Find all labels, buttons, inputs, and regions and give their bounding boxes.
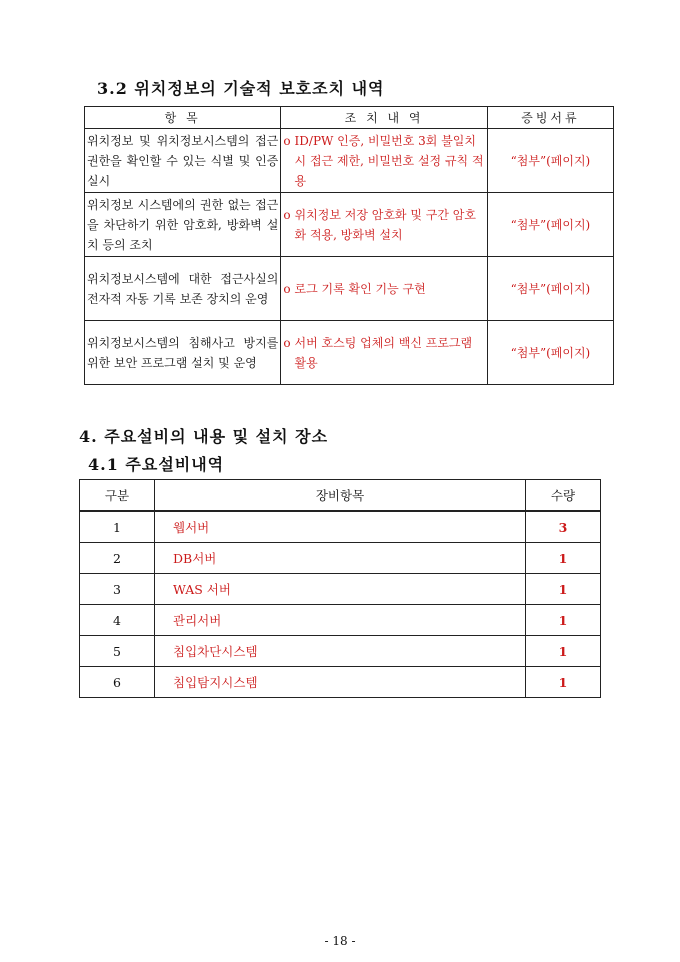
table-row [85, 129, 614, 193]
table-row [85, 321, 614, 385]
table-header-row [85, 107, 614, 129]
page-number: - 18 - [324, 934, 356, 948]
row-action-text: 서버 호스팅 업체의 백신 프로그램 활용 [294, 335, 473, 370]
row-no: 5 [80, 636, 155, 667]
table-row [80, 605, 601, 636]
header-quantity: 수량 [526, 480, 601, 512]
header-equipment: 장비항목 [155, 480, 526, 512]
row-action [281, 129, 488, 193]
row-quantity: 1 [526, 605, 601, 636]
section-3-2-title: 3.2 위치정보의 기술적 보호조치 내역 [97, 79, 385, 98]
row-no: 6 [80, 667, 155, 698]
table-header-row [80, 480, 601, 512]
row-action-text: ID/PW 인증, 비밀번호 3회 불일치시 접근 제한, 비밀번호 설정 규칙 적용 [294, 133, 484, 188]
row-action-text: 로그 기록 확인 기능 구현 [294, 281, 426, 296]
row-quantity: 1 [526, 543, 601, 574]
row-no: 3 [80, 574, 155, 605]
row-no: 2 [80, 543, 155, 574]
bullet-marker: o [283, 207, 291, 222]
row-action-text: 위치정보 저장 암호화 및 구간 암호화 적용, 방화벽 설치 [294, 207, 476, 242]
table-row [80, 543, 601, 574]
row-evidence: “첨부”(페이지) [487, 321, 613, 385]
row-evidence: “첨부”(페이지) [487, 193, 613, 257]
row-equipment: 침입탐지시스템 [155, 667, 526, 698]
header-action: 조 치 내 역 [281, 107, 488, 129]
row-equipment: 침입차단시스템 [155, 636, 526, 667]
row-quantity: 1 [526, 636, 601, 667]
row-item: 위치정보 및 위치정보시스템의 접근 권한을 확인할 수 있는 식별 및 인증 실시 [85, 129, 281, 193]
table-row [80, 574, 601, 605]
equipment-table [79, 479, 601, 698]
table-row [80, 636, 601, 667]
section-4-1-title: 4.1 주요설비내역 [88, 455, 225, 474]
row-item: 위치정보시스템에 대한 접근사실의 전자적 자동 기록 보존 장치의 운영 [85, 257, 281, 321]
section-4-title: 4. 주요설비의 내용 및 설치 장소 [79, 427, 329, 446]
protection-measures-table [84, 106, 614, 385]
row-action [281, 321, 488, 385]
bullet-marker: o [283, 335, 291, 350]
table-row [85, 193, 614, 257]
row-item: 위치정보 시스템에의 권한 없는 접근을 차단하기 위한 암호화, 방화벽 설치 등의 조치 [85, 193, 281, 257]
table-row [80, 667, 601, 698]
row-evidence: “첨부”(페이지) [487, 257, 613, 321]
row-quantity: 1 [526, 574, 601, 605]
table-row [85, 257, 614, 321]
row-equipment: DB서버 [155, 543, 526, 574]
bullet-marker: o [283, 281, 291, 296]
header-evidence: 증빙서류 [487, 107, 613, 129]
row-no: 4 [80, 605, 155, 636]
table-row [80, 511, 601, 543]
row-equipment: 관리서버 [155, 605, 526, 636]
bullet-marker: o [283, 133, 291, 148]
row-quantity: 3 [526, 511, 601, 543]
row-action [281, 257, 488, 321]
row-no: 1 [80, 511, 155, 543]
row-action [281, 193, 488, 257]
row-equipment: 웹서버 [155, 511, 526, 543]
row-item: 위치정보시스템의 침해사고 방지를 위한 보안 프로그램 설치 및 운영 [85, 321, 281, 385]
row-equipment: WAS 서버 [155, 574, 526, 605]
header-item: 항 목 [85, 107, 281, 129]
row-evidence: “첨부”(페이지) [487, 129, 613, 193]
row-quantity: 1 [526, 667, 601, 698]
header-no: 구분 [80, 480, 155, 512]
